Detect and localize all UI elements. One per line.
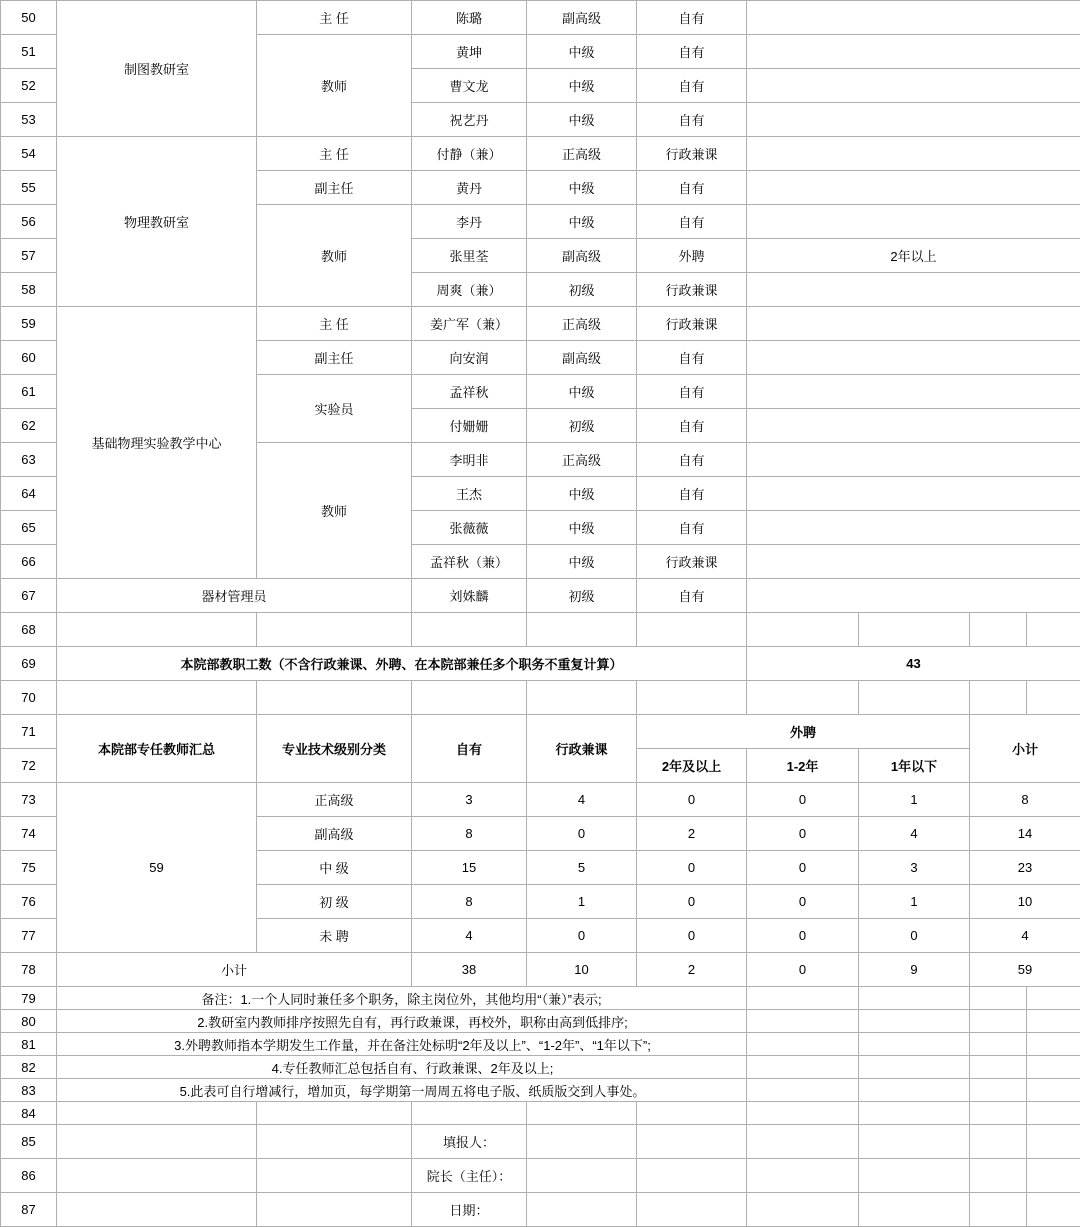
empty-cell [637,1159,747,1193]
empty-cell [257,1125,412,1159]
empty-cell [1027,1159,1080,1193]
row-header[interactable]: 79 [1,987,57,1010]
person-cell: 张里荃 [412,239,527,273]
date-label: 日期： [412,1193,527,1227]
empty-cell [970,1056,1027,1079]
empty-cell [859,613,970,647]
note-text: 5.此表可自行增减行，增加页，每学期第一周周五将电子版、纸质版交到人事处。 [57,1079,747,1102]
role-cell: 主 任 [257,307,412,341]
summary-ext-under1: 0 [859,919,970,953]
empty-cell [637,681,747,715]
row-header[interactable]: 63 [1,443,57,477]
source-cell: 外聘 [637,239,747,273]
table-row [1,307,1080,341]
empty-cell [970,1193,1027,1227]
remark-cell [747,273,1080,307]
equipment-manager-label: 器材管理员 [57,579,412,613]
row-header[interactable]: 86 [1,1159,57,1193]
summary-admin: 4 [527,783,637,817]
person-cell: 刘姝麟 [412,579,527,613]
row-header[interactable]: 77 [1,919,57,953]
row-header[interactable]: 52 [1,69,57,103]
empty-cell [747,987,859,1010]
person-cell: 姜广军（兼） [412,307,527,341]
empty-cell [637,613,747,647]
row-header[interactable]: 76 [1,885,57,919]
source-cell: 自有 [637,341,747,375]
summary-col-ext-1to2: 1-2年 [747,749,859,783]
summary-category: 未 聘 [257,919,412,953]
summary-ext-under1: 1 [859,885,970,919]
summary-subtotal: 8 [970,783,1080,817]
empty-cell [859,987,970,1010]
staff-total-value: 43 [747,647,1080,681]
empty-cell [970,1102,1027,1125]
person-cell: 王杰 [412,477,527,511]
empty-cell [257,1159,412,1193]
remark-cell [747,579,1080,613]
person-cell: 付姗姗 [412,409,527,443]
empty-cell [257,681,412,715]
row-header[interactable]: 57 [1,239,57,273]
empty-cell [859,1193,970,1227]
empty-cell [859,1125,970,1159]
note-row [1,1033,1080,1056]
empty-cell [257,1193,412,1227]
row-header[interactable]: 59 [1,307,57,341]
summary-footer-ext-1to2: 0 [747,953,859,987]
person-cell: 向安润 [412,341,527,375]
summary-ext-under1: 4 [859,817,970,851]
dean-label: 院长（主任）： [412,1159,527,1193]
reporter-field[interactable] [527,1125,637,1159]
empty-cell [970,1033,1027,1056]
remark-cell [747,545,1080,579]
table-row [1,647,1080,681]
empty-cell [970,1010,1027,1033]
summary-footer-admin: 10 [527,953,637,987]
title-cell: 副高级 [527,239,637,273]
remark-cell [747,409,1080,443]
summary-footer-ext-2plus: 2 [637,953,747,987]
title-cell: 中级 [527,511,637,545]
title-cell: 中级 [527,545,637,579]
department-name: 物理教研室 [57,137,257,307]
empty-cell [859,1159,970,1193]
summary-own: 15 [412,851,527,885]
row-header[interactable]: 55 [1,171,57,205]
empty-cell [970,613,1027,647]
note-text: 2.教研室内教师排序按照先自有，再行政兼课，再校外，职称由高到低排序; [57,1010,747,1033]
summary-footer-ext-under1: 9 [859,953,970,987]
remark-cell [747,1,1080,35]
summary-col-category: 专业技术级别分类 [257,715,412,783]
summary-admin: 5 [527,851,637,885]
title-cell: 中级 [527,35,637,69]
title-cell: 中级 [527,477,637,511]
title-cell: 正高级 [527,137,637,171]
title-cell: 中级 [527,69,637,103]
person-cell: 周爽（兼） [412,273,527,307]
remark-cell [747,137,1080,171]
title-cell: 中级 [527,171,637,205]
empty-cell [57,1125,257,1159]
empty-cell [1027,681,1080,715]
summary-ext-under1: 3 [859,851,970,885]
empty-cell [1027,1193,1080,1227]
row-header[interactable]: 70 [1,681,57,715]
note-text: 备注：1.一个人同时兼任多个职务，除主岗位外，其他均用“（兼）”表示; [57,987,747,1010]
person-cell: 曹文龙 [412,69,527,103]
note-row [1,987,1080,1010]
remark-cell [747,171,1080,205]
summary-ext-1to2: 0 [747,783,859,817]
summary-col-external: 外聘 [637,715,970,749]
summary-ext-2plus: 2 [637,817,747,851]
empty-cell [57,1193,257,1227]
summary-footer-own: 38 [412,953,527,987]
summary-footer-label: 小计 [57,953,412,987]
remark-cell [747,443,1080,477]
role-cell: 副主任 [257,171,412,205]
empty-cell [412,613,527,647]
summary-subtotal: 23 [970,851,1080,885]
summary-category: 正高级 [257,783,412,817]
role-cell: 实验员 [257,375,412,443]
empty-cell [859,681,970,715]
signature-row [1,1193,1080,1227]
source-cell: 自有 [637,1,747,35]
summary-category: 中 级 [257,851,412,885]
source-cell: 行政兼课 [637,273,747,307]
row-header[interactable]: 66 [1,545,57,579]
person-cell: 李丹 [412,205,527,239]
empty-cell [1027,987,1080,1010]
role-cell: 教师 [257,35,412,137]
summary-ext-2plus: 0 [637,919,747,953]
row-header[interactable]: 81 [1,1033,57,1056]
note-text: 4.专任教师汇总包括自有、行政兼课、2年及以上; [57,1056,747,1079]
summary-own: 3 [412,783,527,817]
source-cell: 自有 [637,103,747,137]
summary-own: 8 [412,817,527,851]
row-header[interactable]: 61 [1,375,57,409]
empty-cell [1027,1102,1080,1125]
department-name: 基础物理实验教学中心 [57,307,257,579]
row-header[interactable]: 58 [1,273,57,307]
note-row [1,1079,1080,1102]
row-header[interactable]: 50 [1,1,57,35]
table-row [1,1,1080,35]
summary-col-own: 自有 [412,715,527,783]
title-cell: 中级 [527,375,637,409]
summary-ext-2plus: 0 [637,851,747,885]
summary-title: 本院部专任教师汇总 [57,715,257,783]
summary-teacher-total: 59 [57,783,257,953]
remark-cell: 2年以上 [747,239,1080,273]
summary-ext-2plus: 0 [637,783,747,817]
empty-cell [637,1125,747,1159]
source-cell: 自有 [637,579,747,613]
empty-cell [57,1159,257,1193]
empty-cell [1027,1056,1080,1079]
title-cell: 副高级 [527,341,637,375]
summary-col-ext-under1: 1年以下 [859,749,970,783]
empty-cell [412,681,527,715]
empty-cell [1027,1010,1080,1033]
table-row [1,137,1080,171]
empty-cell [859,1102,970,1125]
empty-cell [859,1010,970,1033]
row-header[interactable]: 85 [1,1125,57,1159]
row-header[interactable]: 62 [1,409,57,443]
source-cell: 自有 [637,477,747,511]
role-cell: 主 任 [257,137,412,171]
remark-cell [747,341,1080,375]
source-cell: 自有 [637,511,747,545]
summary-ext-2plus: 0 [637,885,747,919]
summary-category: 副高级 [257,817,412,851]
empty-cell [1027,1079,1080,1102]
summary-own: 8 [412,885,527,919]
signature-row [1,1125,1080,1159]
person-cell: 付静（兼） [412,137,527,171]
row-header[interactable]: 84 [1,1102,57,1125]
summary-col-admin: 行政兼课 [527,715,637,783]
summary-subtotal: 10 [970,885,1080,919]
row-header[interactable]: 72 [1,749,57,783]
summary-ext-1to2: 0 [747,919,859,953]
empty-cell [1027,1033,1080,1056]
role-cell: 主 任 [257,1,412,35]
empty-cell [747,1010,859,1033]
role-cell: 教师 [257,205,412,307]
note-row [1,1056,1080,1079]
empty-cell [859,1033,970,1056]
row-header[interactable]: 54 [1,137,57,171]
row-header[interactable]: 78 [1,953,57,987]
summary-admin: 0 [527,817,637,851]
title-cell: 初级 [527,579,637,613]
summary-footer-subtotal: 59 [970,953,1080,987]
person-cell: 张薇薇 [412,511,527,545]
source-cell: 自有 [637,35,747,69]
summary-col-ext-2plus: 2年及以上 [637,749,747,783]
signature-row [1,1159,1080,1193]
empty-cell [1027,613,1080,647]
summary-category: 初 级 [257,885,412,919]
empty-cell [527,681,637,715]
source-cell: 行政兼课 [637,137,747,171]
remark-cell [747,477,1080,511]
row-header[interactable]: 67 [1,579,57,613]
note-row [1,1010,1080,1033]
row-header[interactable]: 56 [1,205,57,239]
remark-cell [747,69,1080,103]
table-row-blank [1,613,1080,647]
role-cell: 教师 [257,443,412,579]
remark-cell [747,307,1080,341]
date-field[interactable] [527,1193,637,1227]
row-header[interactable]: 69 [1,647,57,681]
summary-row [1,783,1080,817]
empty-cell [637,1193,747,1227]
empty-cell [1027,1125,1080,1159]
summary-col-subtotal: 小计 [970,715,1080,783]
title-cell: 中级 [527,205,637,239]
title-cell: 副高级 [527,1,637,35]
summary-footer-row [1,953,1080,987]
title-cell: 中级 [527,103,637,137]
empty-cell [970,681,1027,715]
staff-total-label: 本院部教职工数（不含行政兼课、外聘、在本院部兼任多个职务不重复计算） [57,647,747,681]
role-cell: 副主任 [257,341,412,375]
row-header[interactable]: 65 [1,511,57,545]
reporter-label: 填报人： [412,1125,527,1159]
empty-cell [747,1159,859,1193]
note-text: 3.外聘教师指本学期发生工作量，并在备注处标明“2年及以上”、“1-2年”、“1年以下”; [57,1033,747,1056]
summary-subtotal: 4 [970,919,1080,953]
source-cell: 自有 [637,409,747,443]
table-row-blank [1,681,1080,715]
summary-admin: 1 [527,885,637,919]
summary-ext-1to2: 0 [747,851,859,885]
empty-cell [970,1079,1027,1102]
source-cell: 自有 [637,171,747,205]
person-cell: 黄坤 [412,35,527,69]
row-header[interactable]: 73 [1,783,57,817]
summary-own: 4 [412,919,527,953]
summary-ext-1to2: 0 [747,817,859,851]
title-cell: 初级 [527,409,637,443]
person-cell: 陈璐 [412,1,527,35]
row-header[interactable]: 82 [1,1056,57,1079]
empty-cell [859,1056,970,1079]
title-cell: 初级 [527,273,637,307]
empty-cell [747,1193,859,1227]
remark-cell [747,103,1080,137]
empty-cell [637,1102,747,1125]
person-cell: 祝艺丹 [412,103,527,137]
row-header[interactable]: 75 [1,851,57,885]
empty-cell [527,1102,637,1125]
source-cell: 自有 [637,375,747,409]
summary-header-row [1,715,1080,749]
summary-subtotal: 14 [970,817,1080,851]
empty-cell [747,1033,859,1056]
row-header[interactable]: 71 [1,715,57,749]
empty-cell [747,1102,859,1125]
row-header[interactable]: 83 [1,1079,57,1102]
summary-admin: 0 [527,919,637,953]
person-cell: 李明非 [412,443,527,477]
remark-cell [747,511,1080,545]
summary-ext-under1: 1 [859,783,970,817]
empty-cell [747,1125,859,1159]
table-row-blank [1,1102,1080,1125]
empty-cell [257,613,412,647]
empty-cell [57,681,257,715]
title-cell: 正高级 [527,443,637,477]
summary-ext-1to2: 0 [747,885,859,919]
remark-cell [747,375,1080,409]
source-cell: 行政兼课 [637,307,747,341]
empty-cell [57,613,257,647]
row-header[interactable]: 60 [1,341,57,375]
person-cell: 孟祥秋 [412,375,527,409]
person-cell: 黄丹 [412,171,527,205]
empty-cell [257,1102,412,1125]
row-header[interactable]: 68 [1,613,57,647]
empty-cell [970,987,1027,1010]
empty-cell [970,1159,1027,1193]
remark-cell [747,205,1080,239]
empty-cell [57,1102,257,1125]
row-header[interactable]: 53 [1,103,57,137]
source-cell: 自有 [637,69,747,103]
source-cell: 行政兼课 [637,545,747,579]
person-cell: 孟祥秋（兼） [412,545,527,579]
source-cell: 自有 [637,443,747,477]
empty-cell [747,1056,859,1079]
remark-cell [747,35,1080,69]
title-cell: 正高级 [527,307,637,341]
empty-cell [970,1125,1027,1159]
row-header[interactable]: 74 [1,817,57,851]
empty-cell [859,1079,970,1102]
table-row [1,579,1080,613]
row-header[interactable]: 87 [1,1193,57,1227]
empty-cell [747,613,859,647]
row-header[interactable]: 80 [1,1010,57,1033]
source-cell: 自有 [637,205,747,239]
department-name: 制图教研室 [57,1,257,137]
empty-cell [747,1079,859,1102]
empty-cell [412,1102,527,1125]
row-header[interactable]: 51 [1,35,57,69]
empty-cell [747,681,859,715]
dean-field[interactable] [527,1159,637,1193]
empty-cell [527,613,637,647]
row-header[interactable]: 64 [1,477,57,511]
